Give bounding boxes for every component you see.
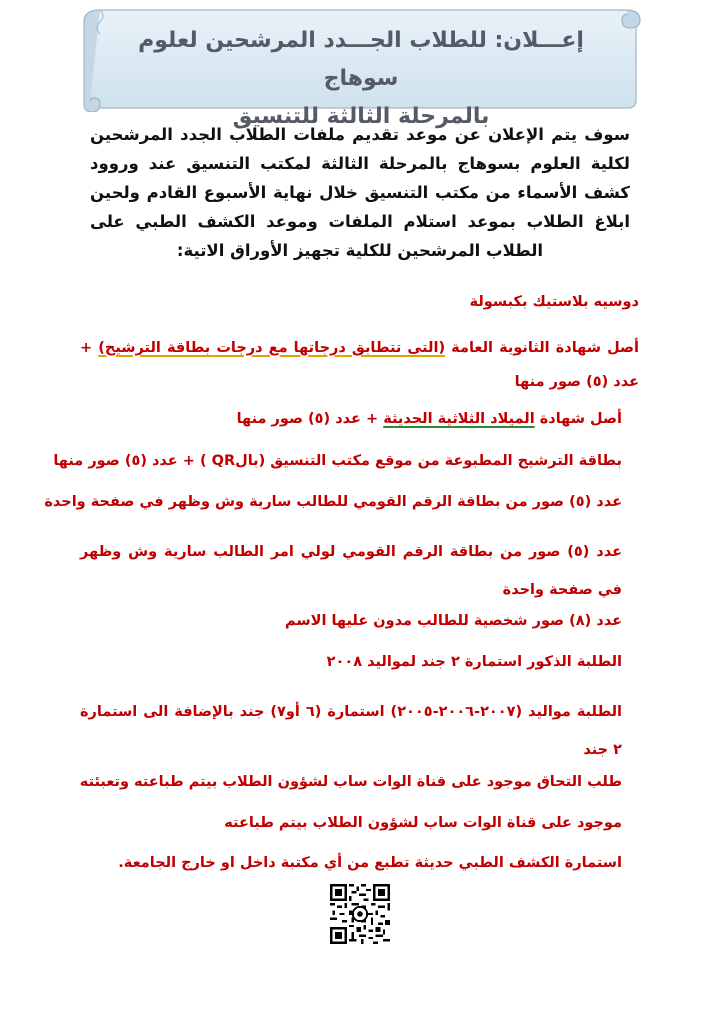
requirement-item-2-suffix: + عدد (٥) صور منها xyxy=(80,340,639,390)
requirement-item-11: موجود على قناة الوات ساب لشؤون الطلاب بيتم طباعته xyxy=(224,815,622,831)
banner-title-line-1: إعـــلان: للطلاب الجـــدد المرشحين لعلوم سوهاج xyxy=(138,28,584,91)
announcement-banner xyxy=(78,8,644,129)
requirement-item-2 xyxy=(80,331,639,399)
requirement-item-10: طلب التحاق موجود على قناة الوات ساب لشؤون الطلاب بيتم طباعته وتعبئته xyxy=(79,774,622,790)
requirement-item-8: الطلبة الذكور استمارة ٢ جند لمواليد ٢٠٠٨ xyxy=(326,654,622,670)
requirement-item-3-highlight: الميلاد الثلاثية الحديثة xyxy=(383,411,535,427)
requirement-item-3-suffix: + عدد (٥) صور منها xyxy=(236,411,384,427)
requirement-item-2-highlight: (التى تتطابق درجاتها مع درجات بطاقة الترشيح) xyxy=(98,340,446,356)
requirement-item-4: بطاقة الترشيح المطبوعة من موقع مكتب التنسيق (بالQR ) + عدد (٥) صور منها xyxy=(53,453,622,469)
requirement-item-5: عدد (٥) صور من بطاقة الرقم القومي للطالب سارية وش وظهر في صفحة واحدة xyxy=(44,494,622,510)
banner-title xyxy=(98,22,624,136)
requirement-item-3-text: أصل شهادة xyxy=(534,411,622,427)
requirement-item-9: الطلبة مواليد (٢٠٠٧-٢٠٠٦-٢٠٠٥) استمارة (٦ أو٧) جند بالإضافة الى استمارة ٢ جند xyxy=(80,704,623,758)
qr-code-icon xyxy=(330,884,390,944)
requirement-item-12: استمارة الكشف الطبي حديثة تطبع من أي مكتبة داخل او خارج الجامعة. xyxy=(118,855,622,871)
requirement-item-6: عدد (٥) صور من بطاقة الرقم القومي لولي امر الطالب سارية وش وظهر في صفحة واحدة xyxy=(80,544,622,598)
requirement-item-3 xyxy=(237,411,622,427)
requirement-item-1: دوسيه بلاستيك بكبسولة xyxy=(469,294,639,310)
banner-title-line-2: بالمرحلة الثالثة للتنسيق xyxy=(232,104,490,129)
intro-paragraph: سوف يتم الإعلان عن موعد تقديم ملفات الطلاب الجدد المرشحين لكلية العلوم بسوهاج بالمرحلة الثالثة لمكتب التنسيق عند وروود كشف الأسماء من مكتب التنسيق خلال نهاية الأسبوع القادم ولحين ابلاغ الطلاب بموعد استلام الملفات وموعد الكشف الطبي على الطلاب المرشحين للكلية تجهيز الأوراق الاتية: xyxy=(90,125,630,260)
requirement-item-2-text: أصل شهادة الثانوية العامة xyxy=(445,340,640,356)
requirement-item-7: عدد (٨) صور شخصية للطالب مدون عليها الاسم xyxy=(285,613,622,629)
